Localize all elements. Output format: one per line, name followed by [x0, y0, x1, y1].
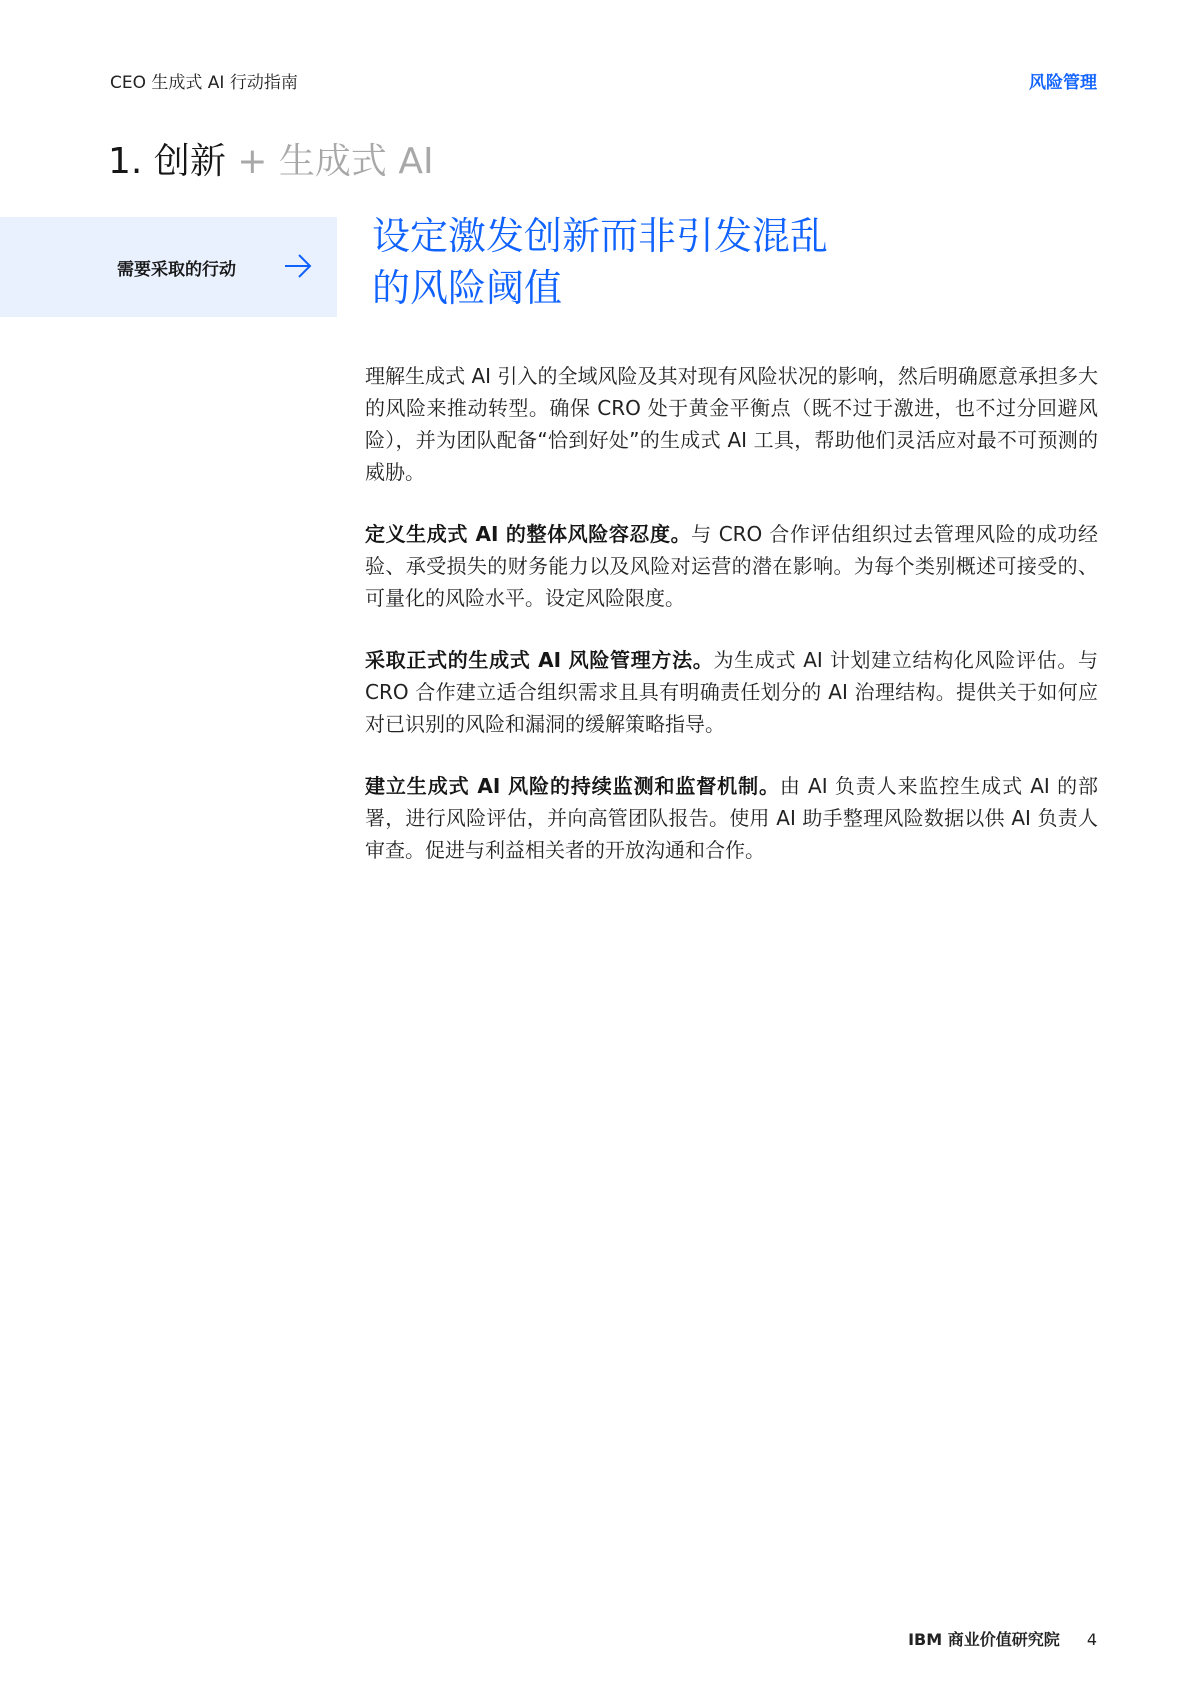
- section-heading: [108, 140, 434, 184]
- action-text-1: 与 CRO 合作评估组织过去管理风险的成功经验、承受损失的财务能力以及风险对运营的潜在影响。为每个类别概述可接受的、可量化的风险水平。设定风险限度。: [365, 522, 1098, 610]
- action-paragraph-2: [365, 644, 1098, 740]
- body-content: [365, 360, 1098, 896]
- intro-paragraph: 理解生成式 AI 引入的全域风险及其对现有风险状况的影响，然后明确愿意承担多大的风险来推动转型。确保 CRO 处于黄金平衡点（既不过于激进，也不过分回避风险），并为团队配备“恰到好处”的生成式 AI 工具，帮助他们灵活应对最不可预测的威胁。: [365, 364, 1098, 484]
- document-title: CEO 生成式 AI 行动指南: [110, 73, 298, 93]
- action-text-3: 由 AI 负责人来监控生成式 AI 的部署，进行风险评估，并向高管团队报告。使用 AI 助手整理风险数据以供 AI 负责人审查。促进与利益相关者的开放沟通和合作。: [365, 774, 1098, 862]
- section-label: 风险管理: [1029, 73, 1097, 93]
- footer-org: IBM 商业价值研究院: [908, 1630, 1060, 1649]
- section-suffix: 生成式 AI: [278, 141, 434, 182]
- arrow-right-icon: [283, 253, 313, 279]
- page-title: [372, 210, 932, 314]
- section-plus: +: [237, 141, 268, 182]
- action-lead-3: 建立生成式 AI 风险的持续监测和监督机制。: [365, 774, 780, 798]
- action-label: 需要采取的行动: [117, 260, 236, 280]
- page-footer: [908, 1627, 1097, 1650]
- page-title-line-1: 设定激发创新而非引发混乱: [372, 214, 829, 258]
- action-lead-2: 采取正式的生成式 AI 风险管理方法。: [365, 648, 714, 672]
- section-topic: 创新: [153, 141, 226, 182]
- section-number: 1.: [108, 141, 143, 182]
- action-panel: [0, 217, 337, 317]
- page-number: 4: [1086, 1630, 1097, 1649]
- action-text-2: 为生成式 AI 计划建立结构化风险评估。与 CRO 合作建立适合组织需求且具有明确责任划分的 AI 治理结构。提供关于如何应对已识别的风险和漏洞的缓解策略指导。: [365, 648, 1098, 736]
- action-lead-1: 定义生成式 AI 的整体风险容忍度。: [365, 522, 692, 546]
- action-paragraph-3: [365, 770, 1098, 866]
- page-title-line-2: 的风险阈值: [372, 266, 563, 310]
- action-paragraph-1: [365, 518, 1098, 614]
